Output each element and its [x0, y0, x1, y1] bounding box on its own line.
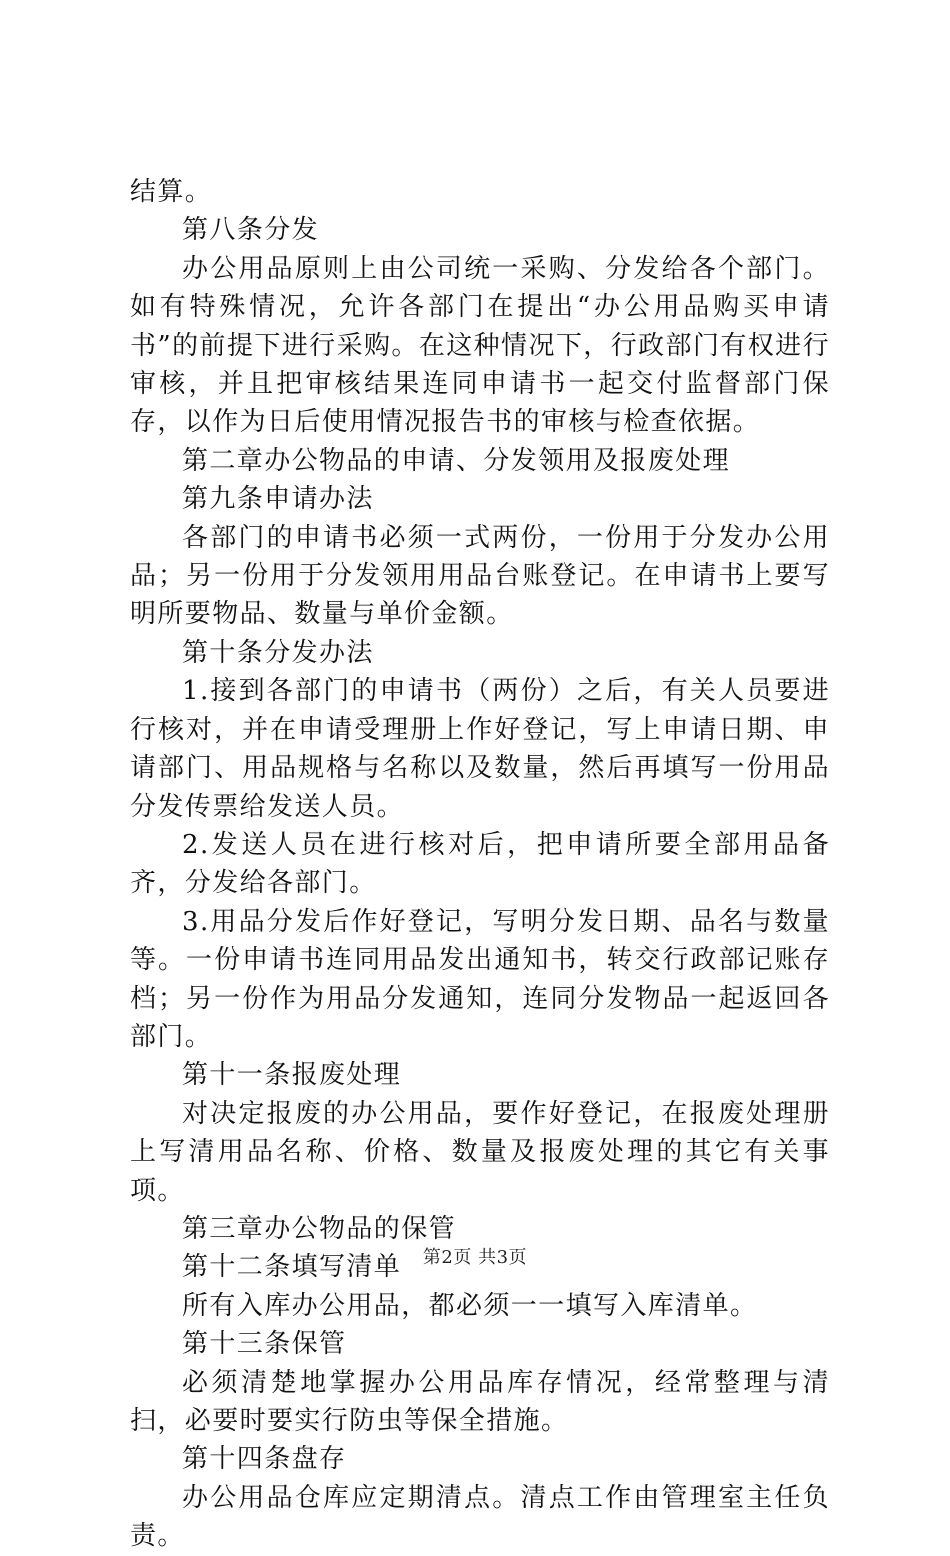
paragraph: 各部门的申请书必须一式两份，一份用于分发办公用品；另一份用于分发领用用品台账登记。在申请书上要写明所要物品、数量与单价金额。	[130, 522, 830, 630]
article-heading: 第八条分发	[182, 215, 320, 246]
paragraph: 对决定报废的办公用品，要作好登记，在报废处理册上写清用品名称、价格、数量及报废处理的其它有关事项。	[130, 1098, 830, 1206]
article-heading: 第十一条报废处理	[182, 1060, 402, 1091]
chapter-heading: 第二章办公物品的申请、分发领用及报废处理	[182, 445, 731, 476]
paragraph: 必须清楚地掌握办公用品库存情况，经常整理与清扫，必要时要实行防虫等保全措施。	[130, 1367, 830, 1436]
article-heading: 第十四条盘存	[182, 1444, 347, 1475]
paragraph: 结算。	[130, 177, 213, 207]
document-body	[130, 173, 830, 1556]
list-item: 3.用品分发后作好登记，写明分发日期、品名与数量等。一份申请书连同用品发出通知书，转交行政部记账存档；另一份作为用品分发通知，连同分发物品一起返回各部门。	[130, 906, 830, 1052]
page-footer	[0, 1243, 950, 1269]
article-heading: 第十条分发办法	[182, 637, 374, 668]
chapter-heading: 第三章办公物品的保管	[182, 1213, 457, 1244]
list-item: 2.发送人员在进行核对后，把申请所要全部用品备齐，分发给各部门。	[130, 829, 830, 899]
page-number-label: 第2页 共3页	[422, 1247, 528, 1268]
paragraph: 办公用品仓库应定期清点。清点工作由管理室主任负责。	[130, 1482, 830, 1552]
article-heading: 第九条申请办法	[182, 484, 374, 515]
paragraph: 所有入库办公用品，都必须一一填写入库清单。	[182, 1290, 758, 1321]
paragraph: 办公用品原则上由公司统一采购、分发给各个部门。如有特殊情况，允许各部门在提出“办公用品购买申请书”的前提下进行采购。在这种情况下，行政部门有权进行审核，并且把审核结果连同申请书一起交付监督部门保存，以作为日后使用情况报告书的审核与检查依据。	[130, 253, 830, 438]
article-heading: 第十三条保管	[182, 1329, 347, 1360]
article-heading: 第十二条填写清单	[182, 1252, 402, 1283]
list-item: 1.接到各部门的申请书（两份）之后，有关人员要进行核对，并在申请受理册上作好登记，写上申请日期、申请部门、用品规格与名称以及数量，然后再填写一份用品分发传票给发送人员。	[130, 676, 830, 822]
